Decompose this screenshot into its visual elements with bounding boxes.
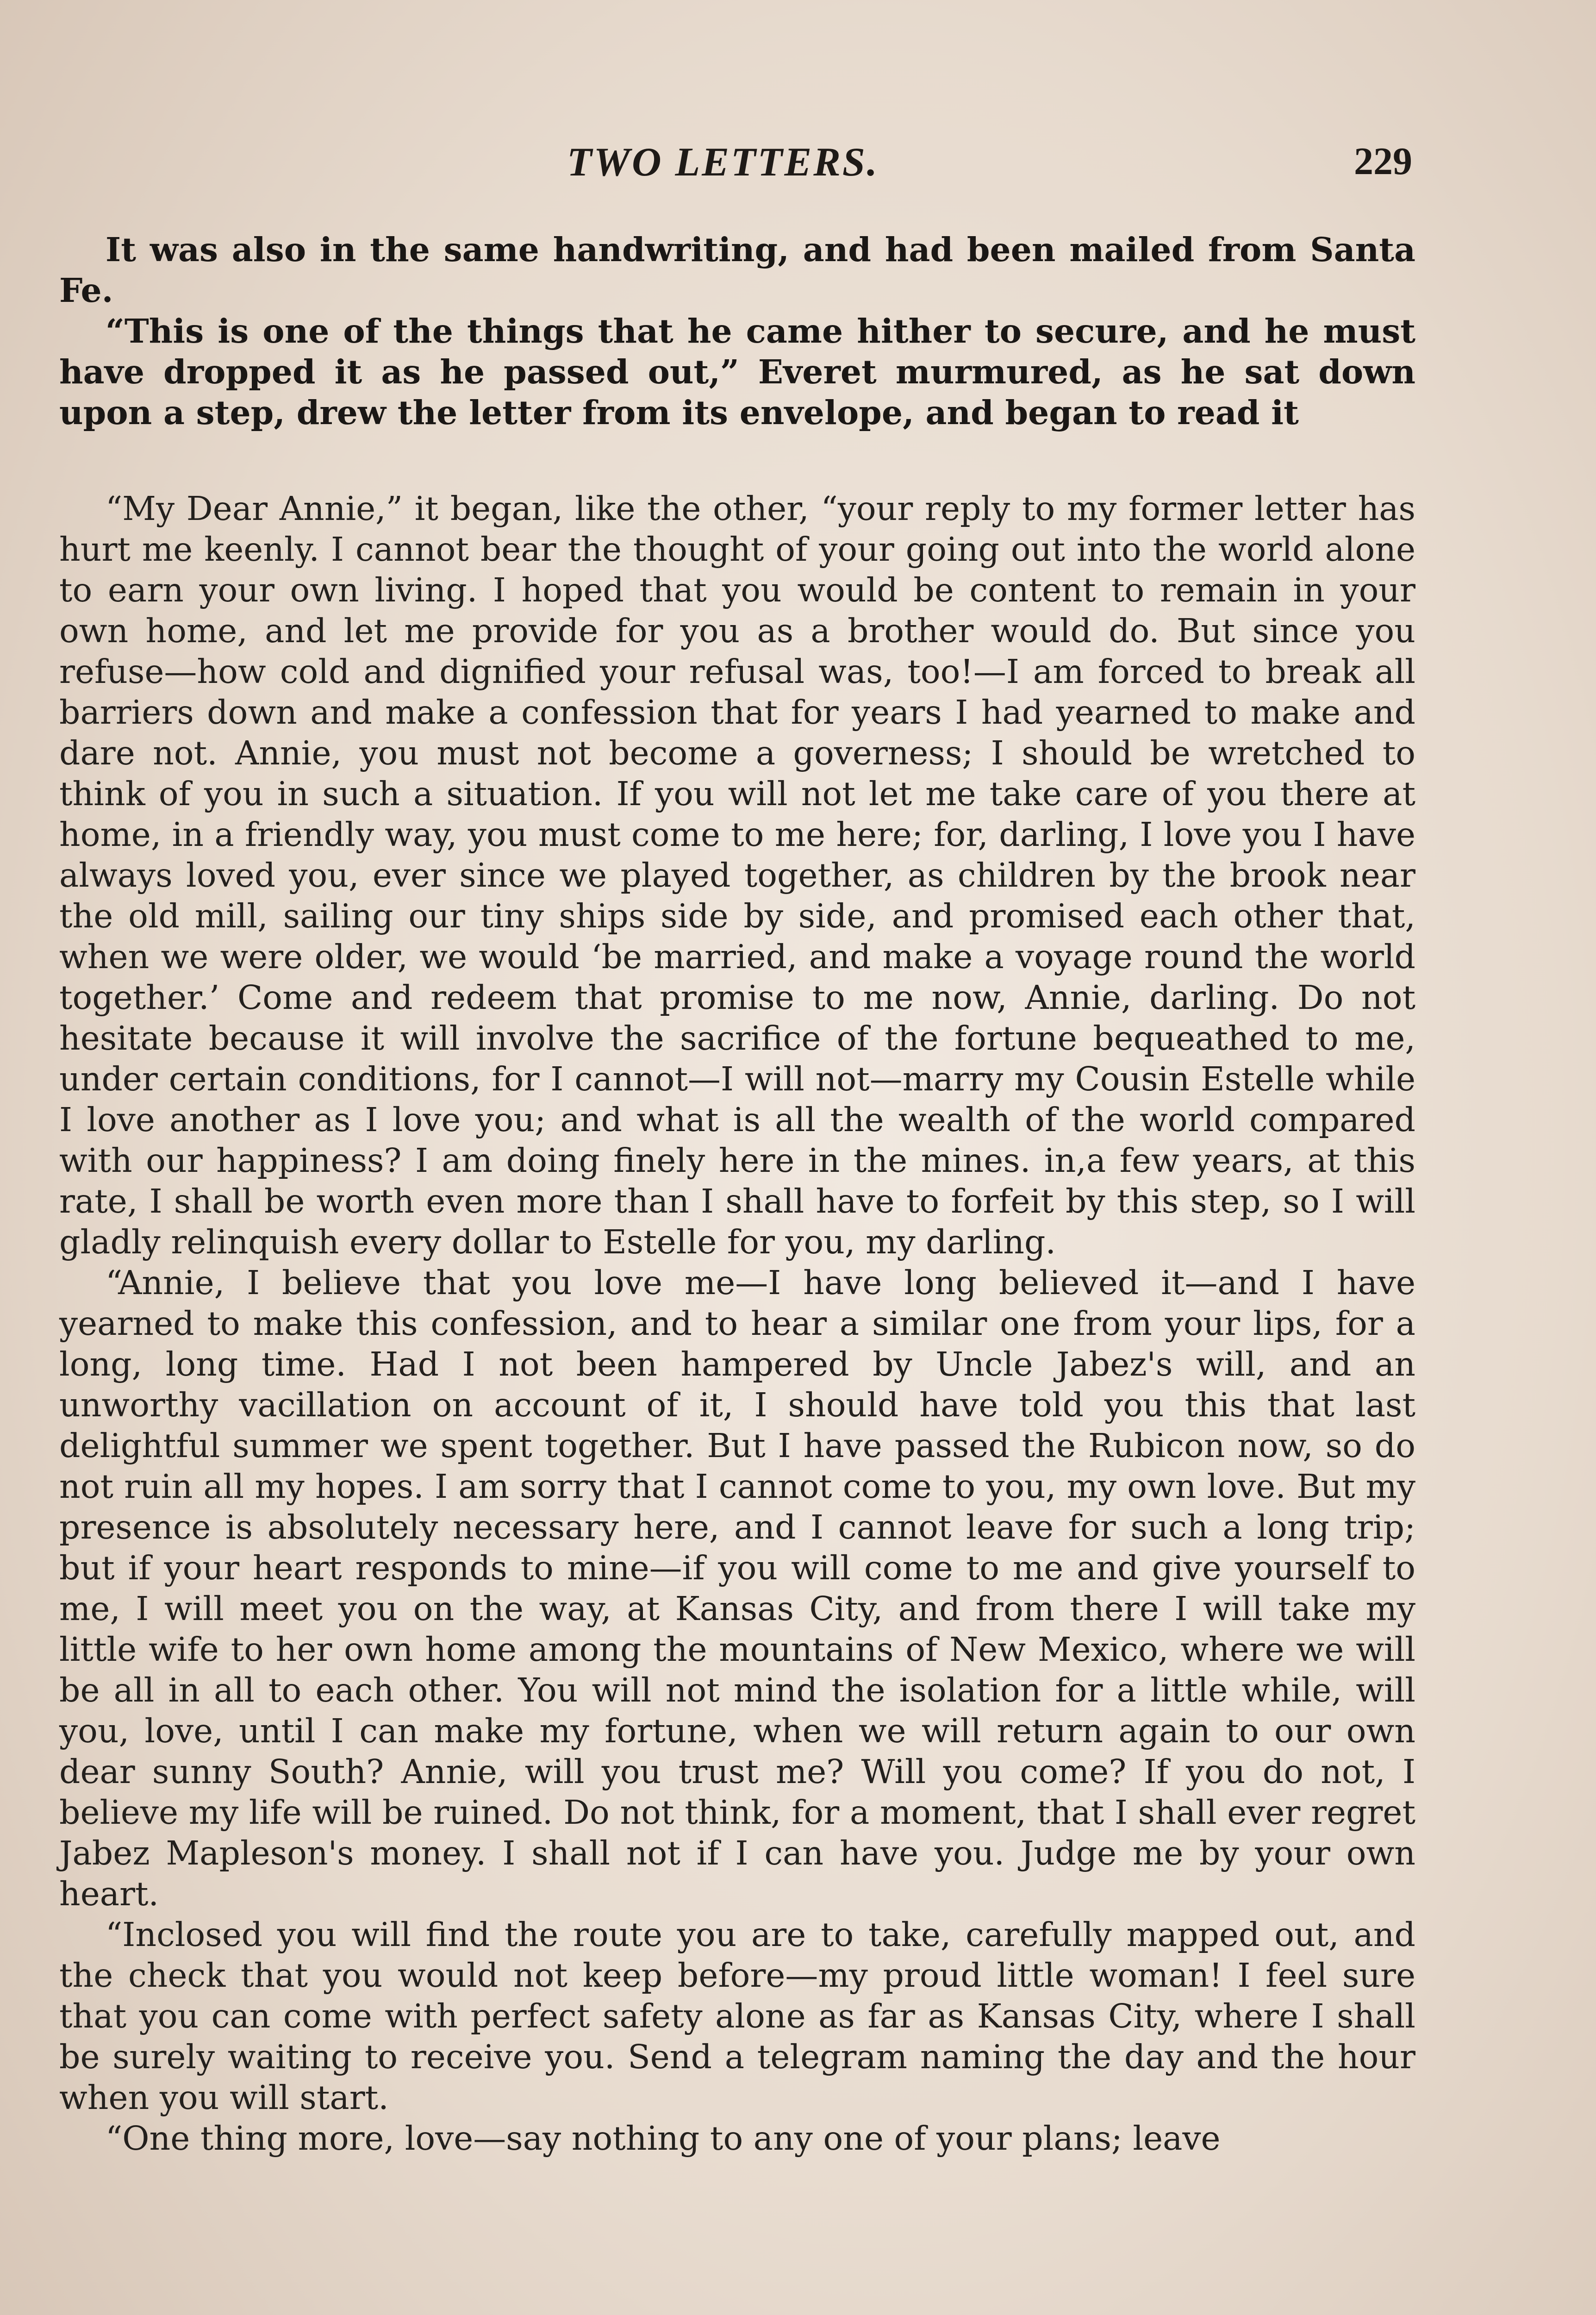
letter-paragraph: “Inclosed you will find the route you are to take, carefully mapped out, and the check that you would not keep before—my proud little woman! I feel sure that you can come with perfect safety alone as far as Kansas City, where I shall be surely waiting to receive you. Send a telegram naming the day and the hour when you will start.: [59, 1915, 1415, 2117]
paragraph: It was also in the same handwriting, and had been mailed from Santa Fe.: [59, 230, 1415, 310]
section-gap: [59, 433, 1415, 488]
paragraph: “This is one of the things that he came hither to secure, and he must have dropped it as he passed out,” Everet murmured, as he sat down upon a step, drew the letter from its envelope, and began to read it: [59, 312, 1415, 432]
letter-paragraph: “My Dear Annie,” it began, like the other, “your reply to my former letter has hurt me keenly. I cannot bear the thought of your going out into the world alone to earn your own living. I hoped that you would be content to remain in your own home, and let me provide for you as a brother would do. But since you refuse—how cold and dignified your refusal was, too!—I am forced to break all barriers down and make a confession that for years I had yearned to make and dare not. Annie, you must not become a governess; I should be wretched to think of you in such a situation. If you will not let me take care of you there at home, in a friendly way, you must come to me here; for, darling, I love you I have always loved you, ever since we played together, as children by the brook near the old mill, sailing our tiny ships side by side, and promised each other that, when we were older, we would ‘be married, and make a voyage round the world together.’ Come and redeem that promise to me now, Annie, darling. Do not hesitate because it will involve the sacrifice of the fortune bequeathed to me, under certain conditions, for I cannot—I will not—marry my Cousin Estelle while I love another as I love you; and what is all the wealth of the world compared with our happiness? I am doing finely here in the mines. in,a few years, at this rate, I shall be worth even more than I shall have to forfeit by this step, so I will gladly relinquish every dollar to Estelle for you, my darling.: [59, 489, 1415, 1261]
running-title: TWO LETTERS.: [567, 140, 879, 185]
page-number: 229: [1354, 140, 1412, 183]
letter-paragraph: “One thing more, love—say nothing to any one of your plans; leave: [106, 2119, 1221, 2158]
body-text: [59, 229, 1415, 2159]
running-head: [0, 139, 1596, 194]
letter-paragraph: “Annie, I believe that you love me—I have long believed it—and I have yearned to make this confession, and to hear a similar one from your lips, for a long, long time. Had I not been hampered by Uncle Jabez's will, and an unworthy vacillation on account of it, I should have told you this that last delightful summer we spent together. But I have passed the Rubicon now, so do not ruin all my hopes. I am sorry that I cannot come to you, my own love. But my presence is absolutely necessary here, and I cannot leave for such a long trip; but if your heart responds to mine—if you will come to me and give yourself to me, I will meet you on the way, at Kansas City, and from there I will take my little wife to her own home among the mountains of New Mexico, where we will be all in all to each other. You will not mind the isolation for a little while, will you, love, until I can make my fortune, when we will return again to our own dear sunny South? Annie, will you trust me? Will you come? If you do not, I believe my life will be ruined. Do not think, for a moment, that I shall ever regret Jabez Mapleson's money. I shall not if I can have you. Judge me by your own heart.: [59, 1264, 1415, 1913]
